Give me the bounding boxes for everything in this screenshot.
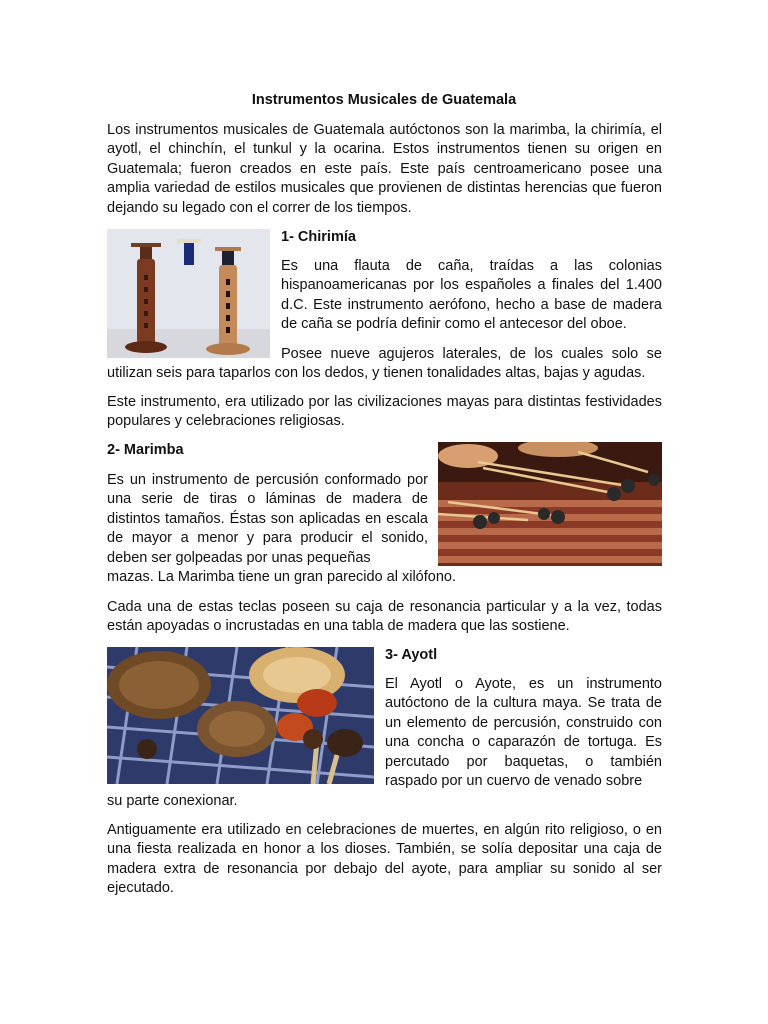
ayotl-turtle-shells-photo — [107, 647, 374, 784]
chirimia-paragraph-1: Es una flauta de caña, traídas a las colonias hispanoamericanas por los españoles a finales del 1.400 d.C. Este instrumento aerófono, hecho a base de madera de caña se podría definir como el antecesor del oboe. — [281, 258, 662, 333]
ayotl-paragraph-2: Antiguamente era utilizado en celebraciones de muertes, en algún rito religioso, o en una fiesta realizada en honor a los dioses. También, se solía depositar una caja de madera extra de resonancia por debajo del ayote, para ampliar su sonido al ser ejecutado. — [107, 822, 662, 897]
marimba-paragraph-1: Es un instrumento de percusión conformado por una serie de tiras o láminas de madera de distintos tamaños. Éstas son aplicadas en escala de mayor a menor y para producir el sonido, deben ser golpeadas por unas pequeñas — [107, 472, 428, 566]
marimba-paragraph-1-end: mazas. La Marimba tiene un gran parecido al xilófono. — [107, 569, 456, 585]
marimba-photo — [438, 442, 662, 566]
section-heading-chirimia: 1- Chirimía — [281, 229, 356, 245]
ayotl-paragraph-1-end: su parte conexionar. — [107, 793, 238, 809]
chirimia-paragraph-2-start: Posee nueve agujeros laterales, de los cuales solo se — [281, 346, 662, 362]
section-heading-ayotl: 3- Ayotl — [385, 647, 438, 663]
ayotl-paragraph-1: El Ayotl o Ayote, es un instrumento autóctono de la cultura maya. Se trata de un elemento de percusión, construido con una concha o caparazón de tortuga. Es percutado por baquetas, o también raspado por un cuervo de venado sobre — [385, 676, 662, 790]
chirimia-paragraph-2-end: utilizan seis para taparlos con los dedos, y tienen tonalidades altas, bajas y agudas. — [107, 365, 646, 381]
chirimia-flutes-photo — [107, 229, 270, 358]
section-heading-marimba: 2- Marimba — [107, 442, 184, 458]
document-title: Instrumentos Musicales de Guatemala — [251, 92, 517, 108]
marimba-paragraph-2: Cada una de estas teclas poseen su caja de resonancia particular y a la vez, todas están apoyadas o incrustadas en una tabla de madera que las sostiene. — [107, 599, 662, 635]
intro-paragraph: Los instrumentos musicales de Guatemala autóctonos son la marimba, la chirimía, el ayotl, el chinchín, el tunkul y la ocarina. Estos instrumentos tienen su origen en Guatemala; fueron creados en este país. Este país centroamericano posee una amplia variedad de estilos musicales que provienen de distintas herencias que fueron dejando su legado con el correr de los tiempos. — [107, 122, 662, 216]
chirimia-paragraph-3: Este instrumento, era utilizado por las civilizaciones mayas para distintas festividades populares y celebraciones religiosas. — [107, 394, 662, 430]
